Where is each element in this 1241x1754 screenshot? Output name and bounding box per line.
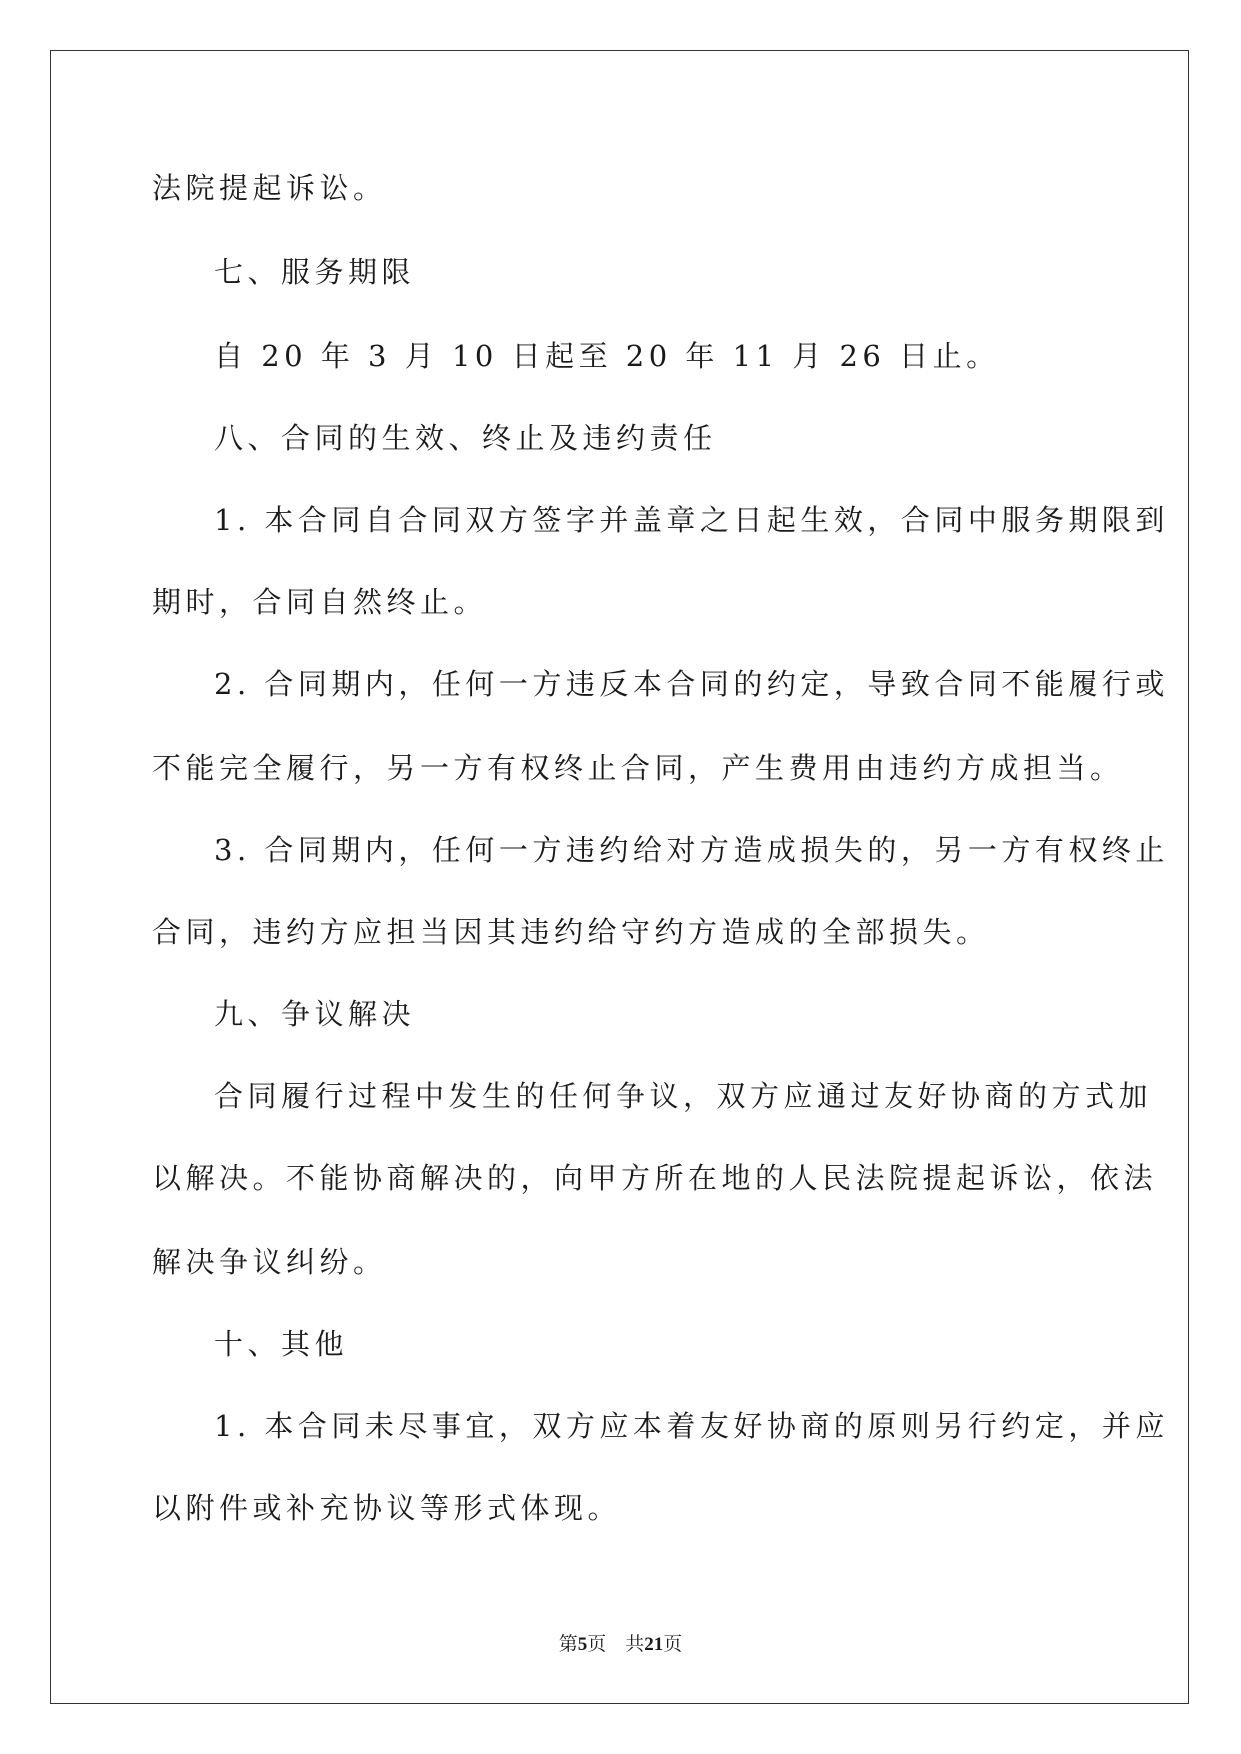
footer-current-page: 5 (577, 1634, 588, 1655)
paragraph-line: 合同履行过程中发生的任何争议，双方应通过友好协商的方式加 (214, 1079, 1153, 1113)
footer-total-unit: 页 (663, 1634, 683, 1655)
paragraph-line: 3. 合同期内，任何一方违约给对方造成损失的，另一方有权终止 (214, 833, 1169, 867)
paragraph-line: 1. 本合同未尽事宜，双方应本着友好协商的原则另行约定，并应 (214, 1409, 1169, 1443)
section-heading-service-term: 七、服务期限 (214, 255, 416, 289)
paragraph-line: 自 20 年 3 月 10 日起至 20 年 11 月 26 日止。 (214, 339, 1000, 373)
section-heading-dispute-resolution: 九、争议解决 (214, 997, 416, 1031)
footer-prefix: 第 (558, 1634, 578, 1655)
section-heading-other: 十、其他 (214, 1327, 349, 1361)
paragraph-line: 解决争议纠纷。 (152, 1245, 387, 1279)
page-footer (0, 1635, 1241, 1654)
section-heading-effect-termination: 八、合同的生效、终止及违约责任 (214, 421, 717, 455)
paragraph-line: 不能完全履行，另一方有权终止合同，产生费用由违约方成担当。 (152, 751, 1124, 785)
paragraph-line: 合同，违约方应担当因其违约给守约方造成的全部损失。 (152, 915, 990, 949)
paragraph-line: 以附件或补充协议等形式体现。 (152, 1491, 622, 1525)
page-border (50, 50, 1189, 1704)
footer-page-unit: 页 (587, 1634, 607, 1655)
paragraph-line: 期时，合同自然终止。 (152, 585, 488, 619)
paragraph-line: 以解决。不能协商解决的，向甲方所在地的人民法院提起诉讼，依法 (152, 1161, 1158, 1195)
paragraph-line: 1. 本合同自合同双方签字并盖章之日起生效，合同中服务期限到 (214, 503, 1169, 537)
footer-total-pages: 21 (644, 1634, 664, 1655)
paragraph-line: 法院提起诉讼。 (152, 171, 387, 205)
footer-total-prefix: 共 (625, 1634, 645, 1655)
paragraph-line: 2. 合同期内，任何一方违反本合同的约定，导致合同不能履行或 (214, 667, 1169, 701)
